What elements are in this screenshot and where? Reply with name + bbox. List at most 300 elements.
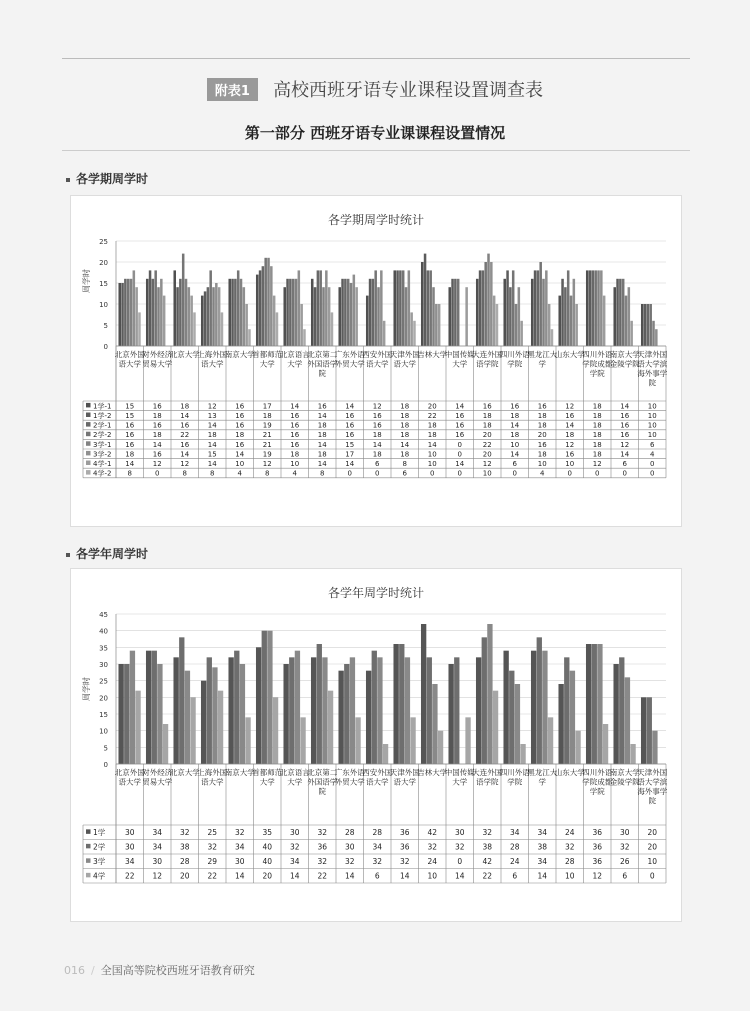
data-label: 29 (207, 856, 218, 866)
data-label: 36 (592, 842, 603, 852)
data-label: 6 (374, 871, 380, 881)
bar (465, 287, 468, 346)
bar (377, 287, 380, 346)
data-label: 16 (455, 431, 465, 440)
legend-label: 1学-1 (93, 402, 112, 411)
bar (201, 681, 206, 764)
bar (625, 296, 628, 346)
data-label: 18 (235, 431, 245, 440)
bar (259, 270, 262, 346)
x-tick-label: 学院成都 (582, 359, 613, 369)
bar (484, 262, 487, 346)
bar (234, 279, 237, 346)
bar (509, 671, 514, 764)
bar (575, 731, 580, 764)
bar (127, 279, 130, 346)
x-tick-label: 北京大学 (169, 350, 200, 359)
data-label: 6 (622, 871, 628, 881)
x-tick-label: 语大学 (118, 359, 141, 369)
x-tick-label: 西安外国 (362, 350, 393, 359)
bar (289, 279, 292, 346)
bar (190, 296, 193, 346)
bar (479, 270, 482, 346)
x-tick-label: 贸易大学 (142, 777, 173, 787)
chart-semester-box (70, 195, 682, 527)
bar (413, 321, 416, 346)
bar (410, 312, 413, 346)
bar (212, 667, 217, 764)
legend-label: 3学-1 (93, 440, 112, 449)
bar (600, 270, 603, 346)
x-tick-label: 首都师范 (252, 350, 283, 359)
bar (237, 270, 240, 346)
bar (641, 304, 644, 346)
bar (561, 279, 564, 346)
data-label: 10 (290, 460, 300, 468)
legend-swatch (86, 844, 91, 849)
x-tick-label: 上海外国 (197, 350, 228, 359)
data-label: 20 (179, 871, 190, 881)
data-label: 18 (592, 431, 602, 440)
data-label: 14 (317, 460, 327, 468)
data-label: 14 (125, 460, 135, 468)
x-tick-label: 学 (538, 777, 546, 787)
data-label: 22 (482, 440, 492, 449)
x-tick-label: 南京大学 (224, 768, 255, 777)
data-label: 40 (262, 842, 273, 852)
bullet-icon (66, 178, 70, 182)
data-label: 12 (152, 460, 162, 468)
x-tick-label: 学院 (589, 369, 605, 378)
data-label: 16 (290, 421, 300, 430)
bar (124, 279, 127, 346)
data-label: 32 (372, 856, 383, 866)
bar (240, 279, 243, 346)
y-tick-label: 30 (99, 661, 108, 669)
y-tick-label: 0 (103, 343, 108, 351)
data-label: 18 (482, 412, 492, 420)
bar (487, 624, 492, 764)
bar (399, 270, 402, 346)
data-label: 22 (482, 871, 493, 881)
data-label: 18 (317, 450, 327, 459)
bar (130, 651, 135, 764)
data-label: 32 (564, 842, 575, 852)
data-label: 18 (400, 412, 410, 420)
data-label: 28 (509, 842, 520, 852)
bar (176, 287, 179, 346)
data-label: 18 (372, 450, 382, 459)
data-label: 16 (345, 421, 355, 430)
bar (185, 671, 190, 764)
data-label: 6 (402, 469, 407, 478)
x-tick-label: 金陵学院 (609, 777, 640, 787)
x-tick-label: 天津外国 (389, 768, 420, 777)
data-label: 12 (262, 460, 272, 468)
bar (558, 296, 561, 346)
bar (503, 279, 506, 346)
x-tick-label: 外国语学 (307, 359, 338, 369)
bar (372, 279, 375, 346)
bar (182, 254, 185, 346)
legend-swatch (86, 422, 91, 427)
data-label: 16 (372, 421, 382, 430)
bar (619, 657, 624, 764)
data-label: 32 (207, 842, 218, 852)
data-label: 14 (565, 421, 575, 430)
bar (273, 697, 278, 764)
bar (558, 684, 563, 764)
bar (245, 304, 248, 346)
bar (597, 644, 602, 764)
legend-label: 3学 (93, 856, 106, 866)
bar (314, 287, 317, 346)
data-label: 4 (650, 450, 655, 459)
x-tick-label: 大连外国 (472, 768, 503, 777)
section-heading-year (66, 545, 148, 562)
data-label: 6 (650, 440, 655, 449)
bar (146, 651, 151, 764)
bar (135, 691, 140, 764)
data-label: 16 (180, 421, 190, 430)
x-tick-label: 语大学滨 (637, 359, 668, 369)
data-label: 14 (207, 460, 217, 468)
bar (179, 279, 182, 346)
bar (317, 270, 320, 346)
bar (328, 287, 331, 346)
bar (424, 254, 427, 346)
data-label: 34 (124, 856, 135, 866)
chart-year (71, 569, 681, 921)
x-tick-label: 四川外语 (582, 768, 613, 777)
data-label: 36 (399, 827, 410, 837)
bar (647, 697, 652, 764)
data-label: 0 (457, 450, 462, 459)
data-label: 18 (125, 450, 135, 459)
data-label: 10 (235, 460, 245, 468)
data-label: 18 (427, 421, 437, 430)
bar (435, 304, 438, 346)
x-tick-label: 中国传媒 (444, 768, 475, 777)
bar (207, 287, 210, 346)
data-label: 38 (179, 842, 190, 852)
bar (369, 279, 372, 346)
x-tick-label: 院 (318, 787, 326, 796)
data-label: 8 (182, 469, 187, 478)
data-label: 4 (540, 469, 545, 478)
data-label: 10 (427, 450, 437, 459)
bar (350, 283, 353, 346)
bar (355, 287, 358, 346)
bar (146, 279, 149, 346)
legend-label: 4学 (93, 871, 106, 881)
data-label: 18 (592, 450, 602, 459)
data-label: 28 (564, 856, 575, 866)
bar (402, 270, 405, 346)
x-tick-label: 山东大学 (554, 350, 585, 359)
bar (209, 270, 212, 346)
x-tick-label: 黑龙江大 (527, 768, 558, 777)
bar (163, 296, 166, 346)
bar (289, 657, 294, 764)
data-label: 38 (482, 842, 493, 852)
bar (130, 279, 133, 346)
x-tick-label: 首都师范 (252, 768, 283, 777)
legend-label: 1学-2 (93, 412, 112, 420)
x-tick-label: 语大学滨 (637, 777, 668, 787)
data-label: 14 (290, 402, 300, 411)
bar (493, 296, 496, 346)
data-label: 6 (512, 460, 517, 468)
data-label: 12 (482, 460, 492, 468)
bar (292, 279, 295, 346)
data-label: 10 (647, 431, 657, 440)
data-label: 14 (345, 402, 355, 411)
data-label: 16 (482, 402, 492, 411)
data-label: 12 (565, 402, 575, 411)
legend-label: 3学-2 (93, 450, 112, 459)
bar (537, 270, 540, 346)
data-label: 12 (180, 460, 190, 468)
data-label: 16 (620, 421, 630, 430)
data-label: 15 (125, 402, 135, 411)
bar (267, 258, 270, 346)
data-label: 14 (400, 440, 410, 449)
bar (283, 287, 286, 346)
bar (465, 717, 470, 764)
bar (542, 279, 545, 346)
data-label: 12 (565, 440, 575, 449)
bar (493, 691, 498, 764)
data-label: 20 (482, 431, 492, 440)
bar (630, 321, 633, 346)
bar (490, 262, 493, 346)
data-label: 14 (454, 871, 465, 881)
data-label: 14 (180, 412, 190, 420)
x-tick-label: 北京语言 (279, 768, 310, 777)
data-label: 40 (262, 856, 273, 866)
y-tick-label: 25 (99, 677, 108, 686)
bar (531, 279, 534, 346)
legend-label: 2学-1 (93, 421, 112, 430)
x-tick-label: 院 (648, 796, 656, 806)
data-label: 14 (345, 460, 355, 468)
data-label: 32 (399, 856, 410, 866)
data-label: 30 (619, 827, 630, 837)
bar (649, 304, 652, 346)
x-tick-label: 山东大学 (554, 768, 585, 777)
data-label: 28 (344, 827, 355, 837)
bar (545, 270, 548, 346)
data-label: 16 (510, 402, 520, 411)
bar (338, 287, 341, 346)
x-tick-label: 大学 (452, 777, 468, 787)
data-label: 16 (152, 450, 162, 459)
data-label: 14 (537, 871, 548, 881)
data-label: 18 (592, 421, 602, 430)
data-label: 18 (317, 431, 327, 440)
legend-swatch (86, 403, 91, 408)
bar (652, 731, 657, 764)
data-label: 34 (372, 842, 383, 852)
bar (619, 279, 622, 346)
data-label: 32 (234, 827, 245, 837)
bar (408, 270, 411, 346)
x-tick-label: 海外事学 (637, 369, 668, 378)
data-label: 18 (482, 421, 492, 430)
data-label: 14 (289, 871, 300, 881)
data-label: 16 (125, 421, 135, 430)
bar (152, 279, 155, 346)
x-tick-label: 四川外语 (499, 768, 530, 777)
data-label: 16 (537, 440, 547, 449)
data-label: 12 (592, 871, 603, 881)
data-label: 16 (372, 412, 382, 420)
bar (295, 279, 298, 346)
data-label: 20 (262, 871, 273, 881)
data-label: 16 (290, 412, 300, 420)
y-tick-label: 20 (99, 259, 108, 267)
data-label: 34 (509, 827, 520, 837)
bar (377, 657, 382, 764)
y-tick-label: 5 (103, 744, 108, 753)
bar (124, 664, 129, 764)
x-tick-label: 对外经济 (142, 350, 173, 359)
bar (405, 287, 408, 346)
data-label: 18 (152, 431, 162, 440)
data-label: 18 (427, 431, 437, 440)
y-tick-label: 20 (99, 694, 108, 703)
data-label: 14 (317, 440, 327, 449)
bar (628, 287, 631, 346)
y-tick-label: 15 (99, 711, 108, 719)
data-label: 24 (427, 856, 438, 866)
data-label: 16 (152, 402, 162, 411)
part-title: 第一部分 西班牙语专业课课程设置情况 (244, 124, 506, 142)
x-tick-label: 海外事学 (637, 787, 668, 796)
bar (157, 287, 160, 346)
data-label: 34 (234, 842, 245, 852)
data-label: 18 (400, 421, 410, 430)
data-label: 8 (210, 469, 215, 478)
x-tick-label: 中国传媒 (444, 350, 475, 359)
x-tick-label: 南京大学 (224, 350, 255, 359)
data-label: 16 (235, 412, 245, 420)
bar (396, 270, 399, 346)
bar (613, 664, 618, 764)
bar (228, 279, 231, 346)
legend-swatch (86, 432, 91, 437)
data-label: 19 (262, 450, 272, 459)
bar (451, 279, 454, 346)
data-label: 16 (290, 431, 300, 440)
bar (262, 631, 267, 764)
bar (328, 691, 333, 764)
bar (322, 657, 327, 764)
bar (300, 304, 303, 346)
bar (655, 329, 658, 346)
data-label: 12 (152, 871, 163, 881)
data-label: 20 (647, 842, 658, 852)
bar (570, 671, 575, 764)
data-label: 32 (454, 842, 465, 852)
bar (201, 296, 204, 346)
bar (218, 691, 223, 764)
x-tick-label: 北京语言 (279, 350, 310, 359)
data-label: 34 (289, 856, 300, 866)
legend-swatch (86, 829, 91, 834)
x-tick-label: 语大学 (201, 359, 224, 369)
data-label: 32 (317, 827, 328, 837)
y-tick-label: 45 (99, 611, 108, 619)
data-label: 18 (290, 450, 300, 459)
data-label: 14 (207, 421, 217, 430)
data-label: 16 (565, 450, 575, 459)
y-tick-label: 0 (103, 761, 108, 769)
bar (347, 279, 350, 346)
bar (193, 312, 196, 346)
legend-label: 2学 (93, 842, 106, 852)
data-label: 34 (537, 856, 548, 866)
data-label: 16 (180, 440, 190, 449)
data-label: 0 (567, 469, 572, 478)
section-heading-label: 各学期周学时 (76, 172, 149, 186)
data-label: 4 (237, 469, 242, 478)
x-tick-label: 语大学 (366, 777, 389, 787)
data-label: 0 (650, 460, 655, 468)
bar (393, 644, 398, 764)
data-label: 20 (537, 431, 547, 440)
bar (311, 279, 314, 346)
data-label: 36 (592, 856, 603, 866)
x-tick-label: 学院成都 (582, 777, 613, 787)
bar (506, 270, 509, 346)
bar (303, 329, 306, 346)
x-tick-label: 吉林大学 (417, 768, 448, 777)
data-label: 8 (402, 460, 407, 468)
x-tick-label: 广东外语 (334, 350, 365, 359)
bar (138, 312, 141, 346)
x-tick-label: 北京外国 (114, 768, 145, 777)
data-label: 0 (457, 856, 463, 866)
x-tick-label: 大学 (287, 359, 303, 369)
bar (190, 697, 195, 764)
y-tick-label: 40 (99, 627, 108, 636)
bar (273, 296, 276, 346)
data-label: 14 (510, 450, 520, 459)
data-label: 32 (179, 827, 190, 837)
data-label: 10 (564, 871, 575, 881)
data-label: 36 (399, 842, 410, 852)
bar (228, 657, 233, 764)
data-label: 20 (427, 402, 437, 411)
bar (338, 671, 343, 764)
page-title: 高校西班牙语专业课程设置调查表 (273, 80, 544, 101)
bar (592, 644, 597, 764)
bar (496, 304, 499, 346)
data-label: 14 (234, 871, 245, 881)
data-label: 19 (262, 421, 272, 430)
data-label: 16 (345, 431, 355, 440)
footer-separator: / (91, 964, 95, 977)
bar (319, 270, 322, 346)
bar (487, 254, 490, 346)
data-label: 14 (180, 450, 190, 459)
data-label: 28 (179, 856, 190, 866)
book-title: 全国高等院校西班牙语教育研究 (100, 964, 255, 977)
bar (221, 312, 224, 346)
bar (295, 651, 300, 764)
